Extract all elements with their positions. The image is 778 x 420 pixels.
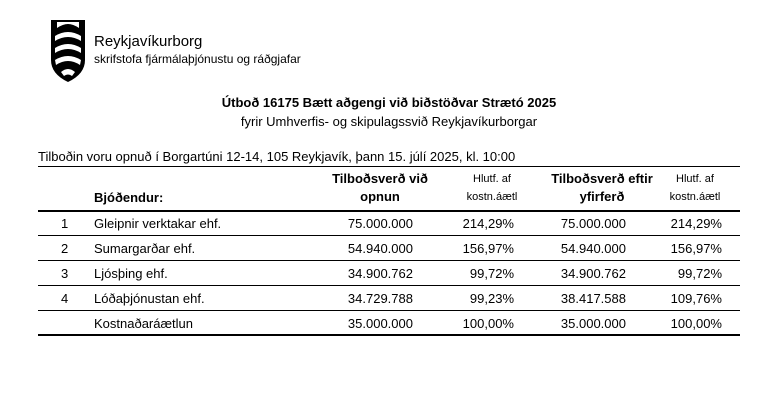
bidder-name: Lóðaþjónustan ehf. bbox=[94, 291, 205, 306]
cost-estimate-ratio-reviewed: 100,00% bbox=[670, 316, 722, 331]
header-price-reviewed-line2: yfirferð bbox=[579, 189, 625, 204]
reykjavik-coat-of-arms-icon bbox=[51, 20, 85, 82]
row-number: 1 bbox=[61, 216, 69, 231]
header-ratio1-line2: kostn.áætl bbox=[466, 191, 518, 203]
price-opening: 54.940.000 bbox=[347, 241, 413, 256]
header-ratio2-line1: Hlutf. af bbox=[676, 173, 714, 185]
ratio-opening: 99,23% bbox=[469, 291, 514, 306]
bidder-name: Sumargarðar ehf. bbox=[94, 241, 196, 256]
ratio-reviewed: 99,72% bbox=[677, 266, 722, 281]
row-rule bbox=[38, 310, 740, 311]
cost-estimate-price-reviewed: 35.000.000 bbox=[560, 316, 626, 331]
price-opening: 34.729.788 bbox=[347, 291, 413, 306]
header-ratio2-line2: kostn.áætl bbox=[669, 191, 721, 203]
row-number: 3 bbox=[61, 266, 69, 281]
cost-estimate-ratio-opening: 100,00% bbox=[462, 316, 514, 331]
row-rule bbox=[38, 285, 740, 286]
price-opening: 75.000.000 bbox=[347, 216, 413, 231]
row-rule bbox=[38, 260, 740, 261]
ratio-opening: 214,29% bbox=[462, 216, 514, 231]
row-number: 2 bbox=[61, 241, 69, 256]
price-reviewed: 75.000.000 bbox=[560, 216, 626, 231]
table-top-rule bbox=[38, 166, 740, 167]
ratio-reviewed: 214,29% bbox=[670, 216, 722, 231]
price-reviewed: 54.940.000 bbox=[560, 241, 626, 256]
ratio-opening: 156,97% bbox=[462, 241, 514, 256]
bidder-name: Ljósþing ehf. bbox=[94, 266, 168, 281]
document-subtitle: fyrir Umhverfis- og skipulagssvið Reykjavíkurborgar bbox=[240, 114, 538, 129]
price-opening: 34.900.762 bbox=[347, 266, 413, 281]
cost-estimate-label: Kostnaðaráætlun bbox=[94, 316, 194, 331]
header-price-reviewed-line1: Tilboðsverð eftir bbox=[551, 171, 653, 186]
row-number: 4 bbox=[61, 291, 69, 306]
price-reviewed: 34.900.762 bbox=[560, 266, 626, 281]
table-bottom-rule bbox=[38, 334, 740, 336]
header-price-opening-line1: Tilboðsverð við bbox=[332, 171, 428, 186]
header-price-opening-line2: opnun bbox=[360, 189, 400, 204]
ratio-opening: 99,72% bbox=[469, 266, 514, 281]
bidder-name: Gleipnir verktakar ehf. bbox=[94, 216, 222, 231]
organization-name: Reykjavíkurborg bbox=[94, 33, 203, 50]
row-rule bbox=[38, 235, 740, 236]
header-bidders: Bjóðendur: bbox=[94, 190, 164, 205]
ratio-reviewed: 156,97% bbox=[670, 241, 722, 256]
opening-statement: Tilboðin voru opnuð í Borgartúni 12-14, 105 Reykjavík, þann 15. júlí 2025, kl. 10:00 bbox=[38, 149, 516, 164]
header-bottom-rule bbox=[38, 210, 740, 212]
organization-department: skrifstofa fjármálaþjónustu og ráðgjafar bbox=[94, 52, 301, 66]
document-title: Útboð 16175 Bætt aðgengi við biðstöðvar Strætó 2025 bbox=[221, 95, 557, 110]
price-reviewed: 38.417.588 bbox=[560, 291, 626, 306]
header-ratio1-line1: Hlutf. af bbox=[473, 173, 511, 185]
ratio-reviewed: 109,76% bbox=[670, 291, 722, 306]
cost-estimate-price-opening: 35.000.000 bbox=[347, 316, 413, 331]
